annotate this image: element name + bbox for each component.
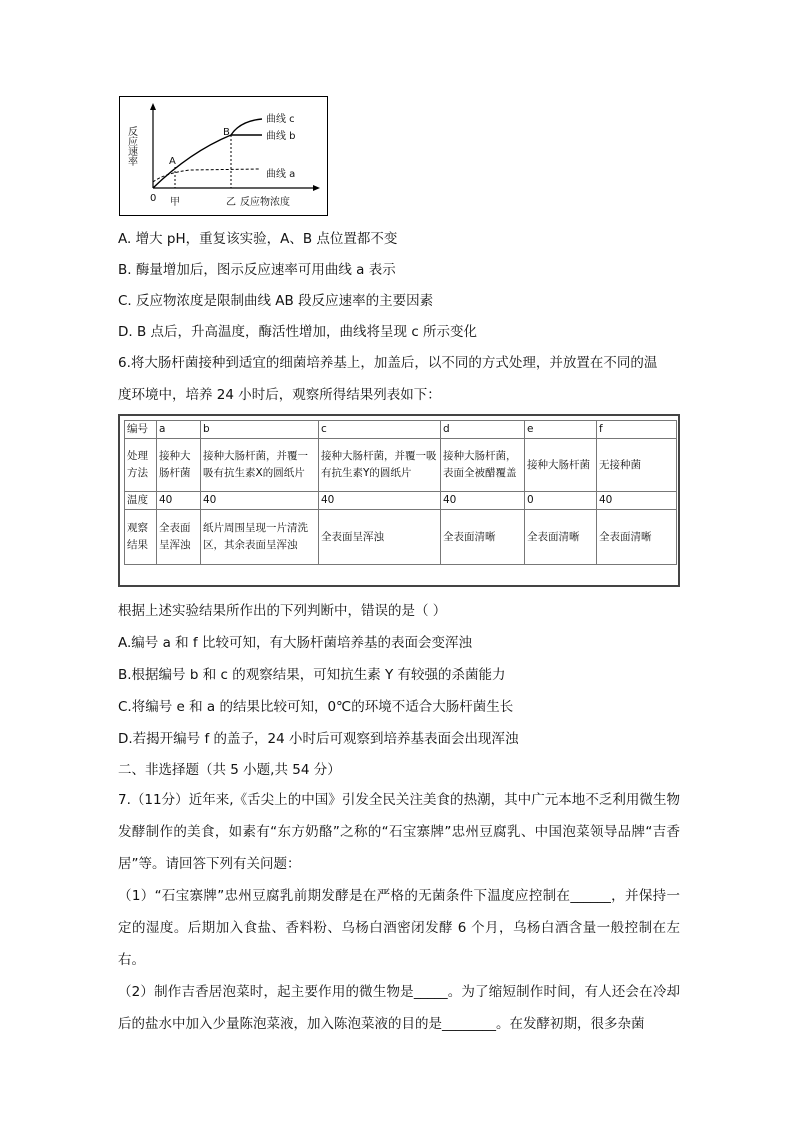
q6-stem-line-1: 6.将大肠杆菌接种到适宜的细菌培养基上，加盖后，以不同的方式处理，并放置在不同的温 bbox=[118, 355, 658, 371]
table-cell: 无接种菌 bbox=[597, 439, 677, 492]
table-cell: 接种大肠杆菌，并覆一吸有抗生素X的圆纸片 bbox=[201, 439, 319, 492]
table-row bbox=[125, 510, 677, 565]
ylabel-char: 反 bbox=[128, 127, 138, 138]
table-cell: 接种大肠杆菌 bbox=[157, 439, 201, 492]
origin-label: 0 bbox=[150, 193, 157, 204]
q6-option-b: B.根据编号 b 和 c 的观察结果，可知抗生素 Y 有较强的杀菌能力 bbox=[118, 667, 506, 683]
table-row bbox=[125, 439, 677, 492]
q7-intro: 7.（11分）近年来,《舌尖上的中国》引发全民关注美食的热潮，其中广元本地不乏利用微生物发酵制作的美食，如素有“东方奶酪”之称的“石宝寨牌”忠州豆腐乳、中国泡菜领导品牌“吉香居”等。请回答下列有关问题： bbox=[118, 792, 680, 872]
table-cell: f bbox=[597, 421, 677, 439]
curve-b-label: 曲线 b bbox=[266, 131, 296, 142]
q5-option-b: B. 酶量增加后，图示反应速率可用曲线 a 表示 bbox=[118, 262, 396, 278]
y-axis-arrow bbox=[150, 103, 156, 110]
x-axis-label: 反应物浓度 bbox=[240, 197, 290, 208]
table-cell: 40 bbox=[201, 492, 319, 510]
table-row bbox=[125, 492, 677, 510]
reaction-rate-figure bbox=[119, 96, 328, 216]
table-cell: c bbox=[319, 421, 441, 439]
x-tick-jia: 甲 bbox=[170, 197, 180, 208]
point-b-label: B bbox=[223, 127, 230, 138]
q5-option-d: D. B 点后，升高温度，酶活性增加，曲线将呈现 c 所示变化 bbox=[118, 324, 478, 340]
q6-question: 根据上述实验结果所作出的下列判断中，错误的是（ ） bbox=[118, 603, 447, 619]
x-axis-arrow bbox=[313, 185, 320, 191]
table-cell: 0 bbox=[525, 492, 597, 510]
table-cell: e bbox=[525, 421, 597, 439]
table-cell: 全表面清晰 bbox=[441, 510, 525, 565]
ylabel-char: 应 bbox=[128, 137, 138, 148]
table-cell: 40 bbox=[441, 492, 525, 510]
table-cell: 观察结果 bbox=[125, 510, 157, 565]
ylabel-char: 速 bbox=[128, 147, 138, 158]
curve-a-line bbox=[153, 169, 260, 182]
q5-option-a: A. 增大 pH，重复该实验，A、B 点位置都不变 bbox=[118, 231, 398, 247]
table-cell: 40 bbox=[157, 492, 201, 510]
x-tick-yi: 乙 bbox=[226, 197, 236, 208]
q7-part-1: （1）“石宝寨牌”忠州豆腐乳前期发酵是在严格的无菌条件下温度应控制在______，并保持一定的湿度。后期加入食盐、香料粉、乌杨白酒密闭发酵 6 个月，乌杨白酒含量一般控制在左右。 bbox=[118, 888, 680, 968]
q6-option-a: A.编号 a 和 f 比较可知，有大肠杆菌培养基的表面会变浑浊 bbox=[118, 635, 472, 651]
table-cell: d bbox=[441, 421, 525, 439]
q5-option-c: C. 反应物浓度是限制曲线 AB 段反应速率的主要因素 bbox=[118, 293, 434, 309]
q6-stem-line-2: 度环境中，培养 24 小时后，观察所得结果列表如下： bbox=[118, 387, 441, 403]
table-cell: 纸片周围呈现一片清洗区，其余表面呈浑浊 bbox=[201, 510, 319, 565]
table-cell: 全表面清晰 bbox=[597, 510, 677, 565]
q6-option-c: C.将编号 e 和 a 的结果比较可知，0℃的环境不适合大肠杆菌生长 bbox=[118, 699, 514, 715]
table-cell: 全表面清晰 bbox=[525, 510, 597, 565]
curve-c-line bbox=[231, 119, 262, 135]
section-heading: 二、非选择题（共 5 小题,共 54 分） bbox=[118, 762, 341, 778]
table-cell: 编号 bbox=[125, 421, 157, 439]
curve-a-label: 曲线 a bbox=[266, 169, 296, 180]
table-cell: 接种大肠杆菌 bbox=[525, 439, 597, 492]
table-cell: 40 bbox=[597, 492, 677, 510]
ylabel-char: 率 bbox=[128, 157, 138, 168]
point-a-label: A bbox=[169, 156, 176, 167]
table-cell: b bbox=[201, 421, 319, 439]
q6-option-d: D.若揭开编号 f 的盖子，24 小时后可观察到培养基表面会出现浑浊 bbox=[118, 731, 519, 747]
table-cell: 处理方法 bbox=[125, 439, 157, 492]
curve-c-label: 曲线 c bbox=[266, 114, 295, 125]
q7-part-2: （2）制作吉香居泡菜时，起主要作用的微生物是_____。为了缩短制作时间，有人还会在冷却后的盐水中加入少量陈泡菜液，加入陈泡菜液的目的是________。在发酵初期，很多杂菌 bbox=[118, 984, 680, 1032]
results-table bbox=[124, 420, 677, 565]
table-cell: 40 bbox=[319, 492, 441, 510]
table-cell: 温度 bbox=[125, 492, 157, 510]
results-table-frame bbox=[118, 414, 680, 587]
reaction-rate-graph bbox=[120, 97, 327, 215]
table-cell: 全表面呈浑浊 bbox=[319, 510, 441, 565]
table-cell: 全表面呈浑浊 bbox=[157, 510, 201, 565]
table-row bbox=[125, 421, 677, 439]
curve-rise-line bbox=[153, 135, 231, 188]
table-cell: 接种大肠杆菌，表面全被醋覆盖 bbox=[441, 439, 525, 492]
table-cell: 接种大肠杆菌，并覆一吸有抗生素Y的圆纸片 bbox=[319, 439, 441, 492]
table-cell: a bbox=[157, 421, 201, 439]
